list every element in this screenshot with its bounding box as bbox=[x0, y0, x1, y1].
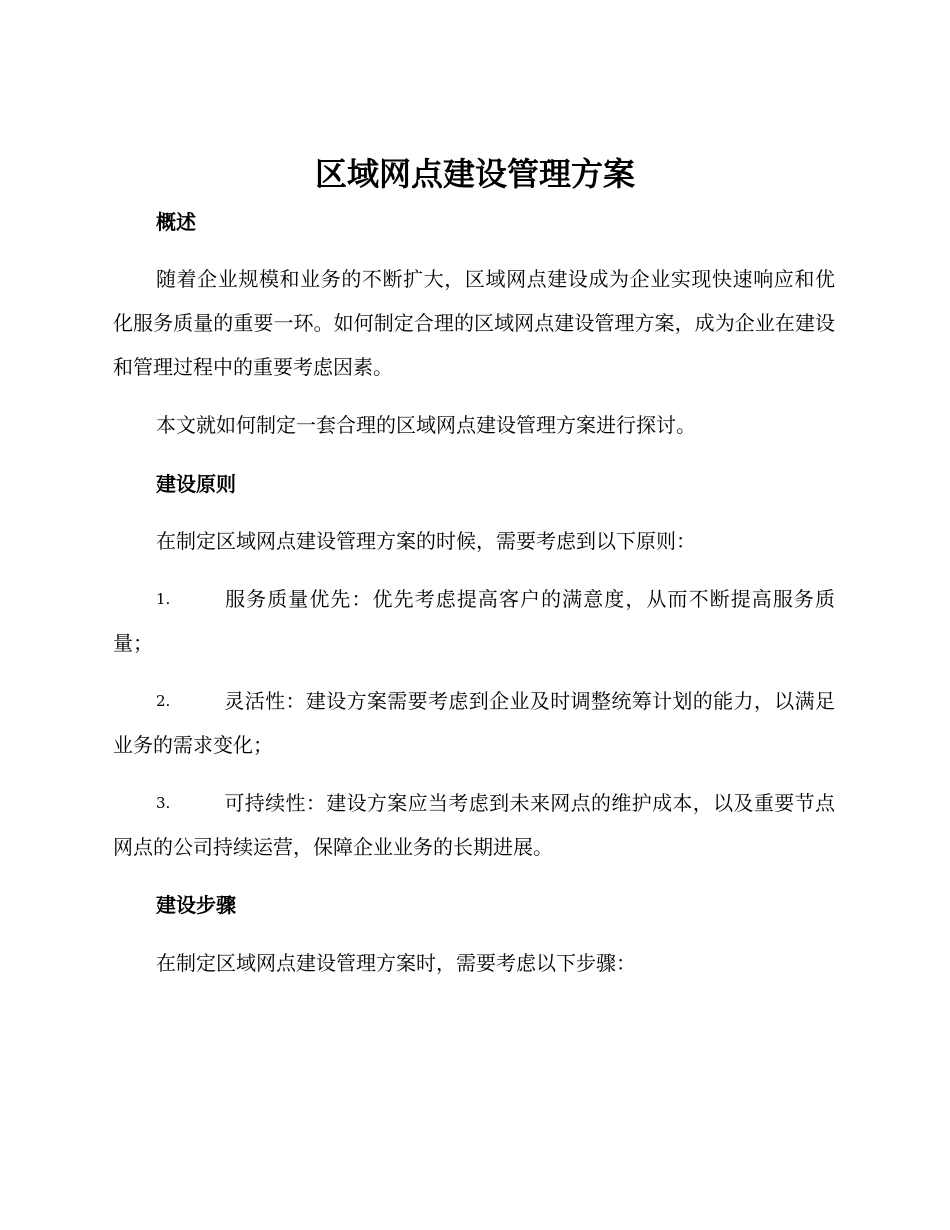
principle-item-3 bbox=[113, 781, 835, 869]
overview-paragraph-2: 本文就如何制定一套合理的区域网点建设管理方案进行探讨。 bbox=[156, 413, 696, 437]
list-text: 可持续性：建设方案应当考虑到未来网点的维护成本，以及重要节点网点的公司持续运营，保障企业业务的长期进展。 bbox=[113, 791, 835, 859]
section-heading-principles: 建设原则 bbox=[156, 472, 236, 496]
principles-intro: 在制定区域网点建设管理方案的时候，需要考虑到以下原则： bbox=[156, 529, 696, 553]
list-number: 1. bbox=[156, 590, 171, 608]
section-heading-steps: 建设步骤 bbox=[156, 893, 236, 917]
principle-item-2 bbox=[113, 679, 835, 767]
list-number: 3. bbox=[156, 794, 171, 812]
steps-intro: 在制定区域网点建设管理方案时，需要考虑以下步骤： bbox=[156, 951, 636, 975]
section-heading-overview: 概述 bbox=[156, 210, 196, 234]
principle-item-1 bbox=[113, 577, 835, 665]
list-number: 2. bbox=[156, 692, 171, 710]
list-text: 灵活性：建设方案需要考虑到企业及时调整统筹计划的能力，以满足业务的需求变化； bbox=[113, 689, 835, 757]
list-text: 服务质量优先：优先考虑提高客户的满意度，从而不断提高服务质量； bbox=[113, 587, 835, 655]
overview-paragraph-1: 随着企业规模和业务的不断扩大，区域网点建设成为企业实现快速响应和优化服务质量的重要一环。如何制定合理的区域网点建设管理方案，成为企业在建设和管理过程中的重要考虑因素。 bbox=[113, 267, 835, 379]
document-title: 区域网点建设管理方案 bbox=[314, 155, 635, 193]
